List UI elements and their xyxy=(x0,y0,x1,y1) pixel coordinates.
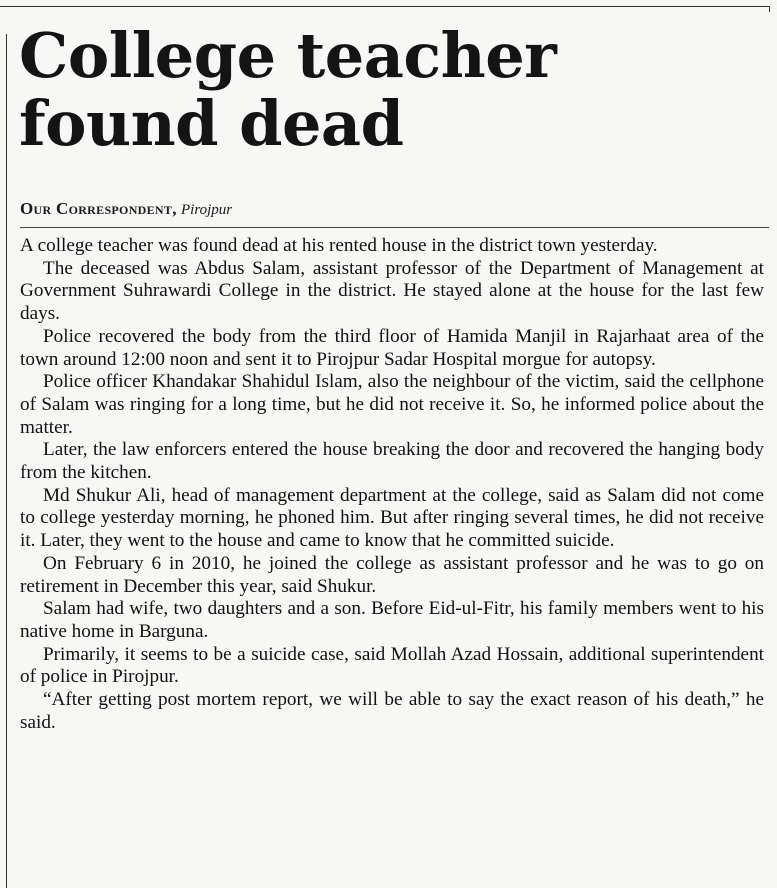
byline-author: Our Correspondent, xyxy=(20,199,177,218)
article-body xyxy=(20,235,764,734)
article-paragraph: Primarily, it seems to be a suicide case, said Mollah Azad Hossain, additional superintendent of police in Pirojpur. xyxy=(20,643,764,688)
headline: College teacher found dead xyxy=(19,19,557,160)
article-paragraph: Salam had wife, two daughters and a son. Before Eid-ul-Fitr, his family members went to his native home in Barguna. xyxy=(20,598,764,642)
byline-divider xyxy=(20,227,769,228)
left-column-rule xyxy=(6,34,7,888)
byline xyxy=(20,199,232,220)
article-paragraph: Police recovered the body from the third floor of Hamida Manjil in Rajarhaat area of the town around 12:00 noon and sent it to Pirojpur Sadar Hospital morgue for autopsy. xyxy=(20,325,764,370)
article-paragraph: The deceased was Abdus Salam, assistant professor of the Department of Management at Government Suhrawardi College in the district. He stayed alone at the house for the last few days. xyxy=(20,257,764,325)
top-border-rule xyxy=(0,6,769,7)
article-paragraph: Later, the law enforcers entered the house breaking the door and recovered the hanging body from the kitchen. xyxy=(20,439,764,484)
article-paragraph: A college teacher was found dead at his rented house in the district town yesterday. xyxy=(20,235,658,256)
article-paragraph: “After getting post mortem report, we will be able to say the exact reason of his death,” he said. xyxy=(20,689,764,733)
article-paragraph: On February 6 in 2010, he joined the college as assistant professor and he was to go on retirement in December this year, said Shukur. xyxy=(20,552,764,597)
article-paragraph: Md Shukur Ali, head of management department at the college, said as Salam did not come to college yesterday morning, he phoned him. But after ringing several times, he did not receive it. Later, they went to the house and came to know that he committed suicide. xyxy=(20,484,764,552)
byline-place: Pirojpur xyxy=(181,202,233,218)
right-border-rule xyxy=(769,6,770,12)
article-paragraph: Police officer Khandakar Shahidul Islam, also the neighbour of the victim, said the cellphone of Salam was ringing for a long time, but he did not receive it. So, he informed police about the matter. xyxy=(20,371,764,438)
